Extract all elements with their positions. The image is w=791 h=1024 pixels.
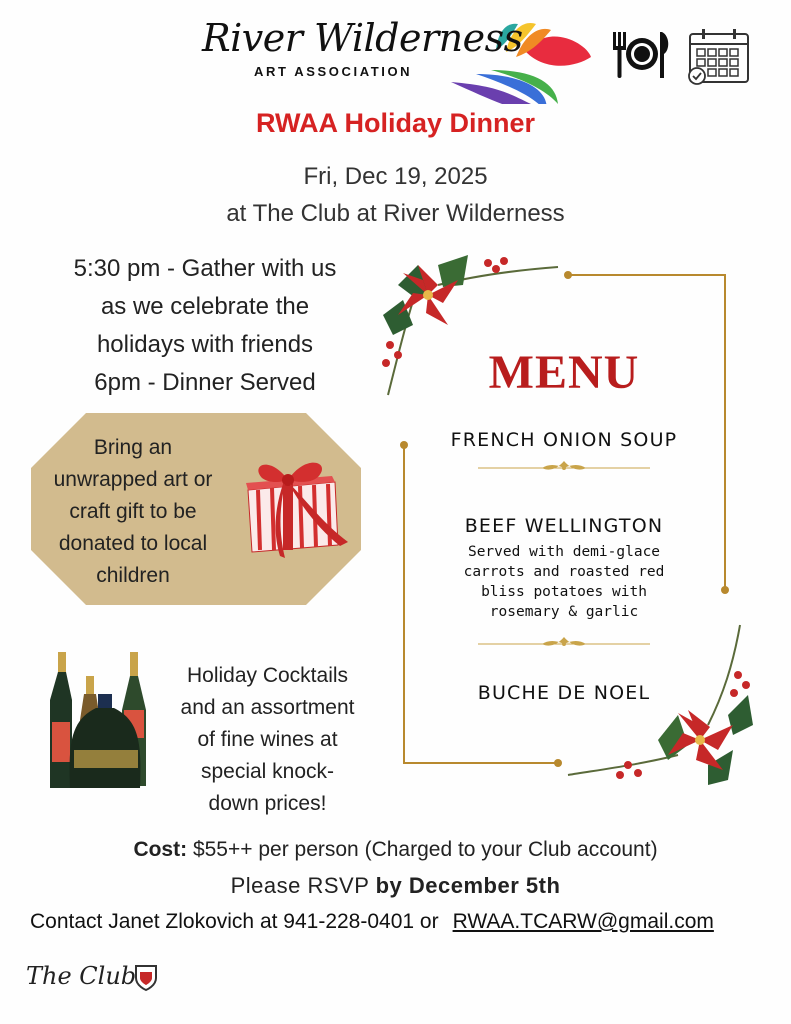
club-logo <box>26 960 166 1000</box>
event-venue: at The Club at River Wilderness <box>226 200 565 227</box>
event-title: RWAA Holiday Dinner <box>255 108 536 138</box>
logo-subtitle: ART ASSOCIATION <box>254 64 413 79</box>
drinks-text <box>165 660 370 820</box>
contact-email-link[interactable]: RWAA.TCARW@gmail.com <box>452 910 714 933</box>
drinks-line: Holiday Cocktails <box>186 664 349 687</box>
gift-line: children <box>96 564 170 587</box>
contact-line <box>30 910 770 934</box>
rsvp-text: Please RSVP <box>230 873 376 898</box>
menu-item-main-description <box>402 542 726 622</box>
plate-cutlery-icon <box>610 26 672 82</box>
schedule-line: holidays with friends <box>96 331 314 358</box>
drinks-line: special knock- <box>200 760 335 783</box>
drinks-line: of fine wines at <box>197 728 338 751</box>
gift-line: Bring an <box>93 436 173 459</box>
schedule-line: as we celebrate the <box>100 293 310 320</box>
menu-item-dessert: BUCHE DE NOEL <box>477 682 651 704</box>
gift-text <box>38 432 228 592</box>
description-line: Served with demi-glace <box>467 544 661 560</box>
rsvp-line <box>0 873 791 899</box>
gift-icon <box>240 450 355 560</box>
rwaa-logo <box>196 12 596 104</box>
drinks-line: and an assortment <box>180 696 355 719</box>
schedule-line: 5:30 pm - Gather with us <box>73 255 337 282</box>
calendar-icon <box>688 28 752 86</box>
divider-flourish <box>478 634 650 654</box>
event-date: Fri, Dec 19, 2025 <box>303 163 488 190</box>
schedule-block <box>40 250 370 402</box>
description-line: rosemary & garlic <box>489 604 639 620</box>
contact-text: Contact Janet Zlokovich at 941-228-0401 or <box>30 910 439 933</box>
cost-label: Cost: <box>133 838 188 861</box>
menu-title: MENU <box>488 346 640 399</box>
menu-item-soup: FRENCH ONION SOUP <box>450 429 678 451</box>
club-logo-text: The Club <box>26 962 137 990</box>
logo-script-text: River Wilderness <box>202 16 523 60</box>
gift-line: unwrapped art or <box>53 468 213 491</box>
description-line: bliss potatoes with <box>481 584 647 600</box>
drinks-line: down prices! <box>208 792 327 815</box>
menu-item-main: BEEF WELLINGTON <box>464 515 664 537</box>
gift-line: craft gift to be <box>69 500 197 523</box>
schedule-line: 6pm - Dinner Served <box>94 369 316 396</box>
rsvp-deadline: by December 5th <box>375 873 561 898</box>
divider-flourish <box>478 458 650 478</box>
wine-bottles-icon <box>46 650 164 795</box>
cost-text: $55++ per person (Charged to your Club account) <box>187 838 658 861</box>
description-line: carrots and roasted red <box>463 564 665 580</box>
crest-icon <box>134 964 158 992</box>
cost-line <box>0 838 791 862</box>
gift-line: donated to local <box>58 532 208 555</box>
